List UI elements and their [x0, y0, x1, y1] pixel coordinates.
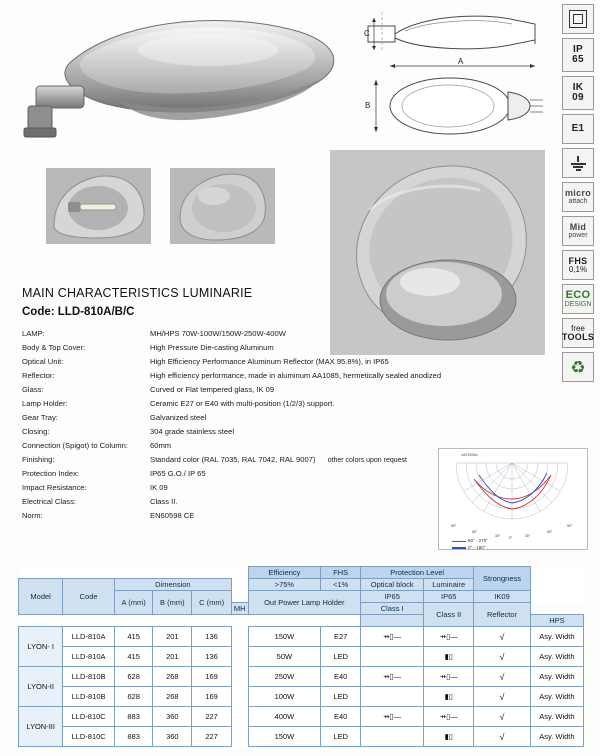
- legend-label: 0° - 180°: [468, 544, 486, 550]
- row-b: 360: [153, 707, 192, 727]
- spec-row: [22, 481, 452, 495]
- spacer-10: [321, 615, 361, 627]
- svg-text:90°: 90°: [451, 524, 457, 528]
- row-class2: √: [474, 707, 531, 727]
- spacer-5: [114, 615, 152, 627]
- photometric-polar-diagram: [438, 448, 588, 550]
- spacer: [231, 579, 248, 603]
- spec-value: High Pressure Die-casting Aluminum: [150, 343, 274, 352]
- header-fhs: FHS: [321, 567, 361, 579]
- certification-icon-rail: [562, 4, 596, 382]
- row-a: 883: [114, 707, 152, 727]
- table-header-row-1: [19, 567, 584, 579]
- svg-text:60°: 60°: [472, 530, 478, 534]
- legend-item: [452, 545, 488, 552]
- row-mh-icon: [361, 727, 424, 747]
- row-a: 415: [114, 627, 152, 647]
- spec-row: [22, 411, 452, 425]
- spec-key: Lamp Holder:: [22, 399, 68, 408]
- spec-row: [22, 439, 452, 453]
- row-mh-icon: ⇸▯—: [361, 707, 424, 727]
- row-group: LYON-II: [19, 667, 63, 707]
- spec-key: Connection (Spigot) to Column:: [22, 441, 128, 450]
- header-strongness: Strongness: [474, 567, 531, 591]
- page-title: MAIN CHARACTERISTICS LUMINARIE: [22, 286, 253, 300]
- row-power: 400W: [248, 707, 321, 727]
- spec-value: EN60598 CE: [150, 511, 195, 520]
- product-code: Code: LLD-810A/B/C: [22, 306, 135, 318]
- mid-value: power: [568, 232, 588, 240]
- spacer-9: [248, 615, 321, 627]
- row-reflector: Asy. Width: [530, 687, 583, 707]
- spec-key: LAMP:: [22, 329, 45, 338]
- spec-key: Electrical Class:: [22, 497, 77, 506]
- header-ik: IK09: [474, 591, 531, 603]
- ik-rating-icon: [562, 76, 594, 110]
- spec-key: Protection Index:: [22, 469, 79, 478]
- spacer-4: [63, 615, 115, 627]
- row-c: 169: [192, 687, 232, 707]
- row-reflector: Asy. Width: [530, 667, 583, 687]
- row-hps-icon: ⇸▯—: [424, 707, 474, 727]
- header-ip-optical: IP65: [361, 591, 424, 603]
- spacer-8: [231, 615, 248, 627]
- micro-value: attach: [568, 198, 588, 206]
- empty-corner-2: [530, 567, 583, 579]
- spec-value-finishing: [150, 453, 452, 467]
- spec-row: [22, 355, 452, 369]
- spec-key: Closing:: [22, 427, 50, 436]
- recyclable-icon: ♻: [562, 352, 594, 382]
- spec-value: High efficiency performance, made in aluminum AA1085, hermetically sealed anodized: [150, 371, 442, 380]
- spec-value: 304 grade stainless steel: [150, 427, 235, 436]
- row-code: LLD-810B: [63, 667, 115, 687]
- spec-value: High Efficiency Performance Aluminum Reflector (MAX 95.8%), in IP65: [150, 357, 389, 366]
- spec-key: Norm:: [22, 511, 43, 520]
- micro-label: micro: [564, 187, 591, 198]
- ik-value: 09: [572, 92, 584, 103]
- spec-value: Standard color (RAL 7035, RAL 7042, RAL 9007): [150, 455, 316, 464]
- row-hps-icon: ▮▯: [424, 727, 474, 747]
- header-protection-level: Protection Level: [361, 567, 474, 579]
- row-class2: √: [474, 687, 531, 707]
- row-power: 150W: [248, 627, 321, 647]
- row-class2: √: [474, 667, 531, 687]
- row-power: 150W: [248, 727, 321, 747]
- row-power: 250W: [248, 667, 321, 687]
- label-a: A: [458, 58, 464, 66]
- row-mh-icon: [361, 687, 424, 707]
- spec-row: [22, 453, 452, 467]
- header-c-mm: C (mm): [192, 591, 232, 615]
- header-b-mm: B (mm): [153, 591, 192, 615]
- row-reflector: Asy. Width: [530, 627, 583, 647]
- spec-value: IK 09: [150, 483, 168, 492]
- header-fhs-value: <1%: [321, 579, 361, 591]
- row-a: 883: [114, 727, 152, 747]
- row-b: 201: [153, 627, 192, 647]
- spec-key: Gear Tray:: [22, 413, 58, 422]
- spec-value: Galvanized steel: [150, 413, 207, 422]
- free-tools-icon: [562, 318, 594, 348]
- empty-corner: [19, 567, 249, 579]
- row-mh-icon: ⇸▯—: [361, 667, 424, 687]
- svg-text:cd/1000lm: cd/1000lm: [461, 453, 478, 457]
- spec-key: Reflector:: [22, 371, 55, 380]
- header-code: Code: [63, 579, 115, 615]
- svg-text:90°: 90°: [567, 524, 573, 528]
- row-mh-icon: [361, 647, 424, 667]
- ik-label: IK: [572, 81, 584, 93]
- spec-value: Ceramic E27 or E40 with multi-position (1/2/3) support.: [150, 399, 335, 408]
- spec-key: Impact Resistance:: [22, 483, 87, 492]
- row-holder: E40: [321, 667, 361, 687]
- header-dimension: Dimension: [114, 579, 231, 591]
- spec-row: [22, 341, 452, 355]
- label-b: B: [365, 101, 371, 110]
- specifications-table: [22, 327, 452, 523]
- eco-label: ECO: [565, 289, 591, 301]
- header-model: Model: [19, 579, 63, 615]
- row-mh-icon: ⇸▯—: [361, 627, 424, 647]
- row-hps-icon: ⇸▯—: [424, 667, 474, 687]
- row-hps-icon: ▮▯: [424, 647, 474, 667]
- spec-value: Class II.: [150, 497, 178, 506]
- row-a: 628: [114, 667, 152, 687]
- spec-row: [22, 425, 452, 439]
- row-power: 50W: [248, 647, 321, 667]
- header-ip-luminaire: IP65: [424, 591, 474, 603]
- spec-row: [22, 369, 452, 383]
- mid-power-icon: [562, 216, 594, 246]
- ip-label: IP: [572, 43, 584, 55]
- spec-value: MH/HPS 70W-100W/150W-250W-400W: [150, 329, 286, 338]
- row-reflector: Asy. Width: [530, 647, 583, 667]
- class-ii-double-square-icon: [562, 4, 594, 34]
- spec-note: other colors upon request: [327, 457, 407, 464]
- reflector-open-photo: [46, 168, 151, 244]
- ip-value: 65: [572, 54, 584, 65]
- table-row: [19, 667, 584, 687]
- header-hps: HPS: [530, 615, 583, 627]
- row-c: 136: [192, 647, 232, 667]
- svg-text:30°: 30°: [525, 534, 531, 538]
- header-eff-value: >75%: [248, 579, 321, 591]
- spacer-6: [153, 615, 192, 627]
- fhs-label: FHS: [568, 255, 588, 266]
- product-variants-table: [18, 566, 584, 747]
- row-c: 136: [192, 627, 232, 647]
- row-b: 268: [153, 687, 192, 707]
- row-code: LLD-810A: [63, 647, 115, 667]
- row-class2: √: [474, 727, 531, 747]
- row-c: 227: [192, 727, 232, 747]
- header-mh: MH: [231, 603, 248, 615]
- micro-attach-icon: [562, 182, 594, 212]
- reflector-closed-photo: [170, 168, 275, 244]
- spec-row: [22, 495, 452, 509]
- luminaire-open-photo: [330, 150, 545, 355]
- table-row: [19, 627, 584, 647]
- header-reflector: Reflector: [474, 603, 531, 627]
- spec-row: [22, 467, 452, 481]
- spacer-2: [530, 579, 583, 603]
- e1-mark-icon: [562, 114, 594, 144]
- svg-text:0°: 0°: [509, 536, 513, 540]
- row-b: 268: [153, 667, 192, 687]
- table-row: [19, 687, 584, 707]
- header-a-mm: A (mm): [114, 591, 152, 615]
- free-label: free: [571, 323, 585, 333]
- header-luminaire: Luminaire: [424, 579, 474, 591]
- row-code: LLD-810C: [63, 727, 115, 747]
- ip-rating-icon: [562, 38, 594, 72]
- header-class-i: Class I: [361, 603, 424, 615]
- header-class-ii: Class II: [424, 603, 474, 627]
- spec-key: Finishing:: [22, 455, 55, 464]
- fhs-icon: [562, 250, 594, 280]
- spec-row: [22, 383, 452, 397]
- tools-value: TOOLS: [561, 331, 595, 342]
- row-holder: E40: [321, 707, 361, 727]
- legend-label: 90° - 270°: [468, 538, 489, 543]
- header-optical-block: Optical block: [361, 579, 424, 591]
- header-mh-blank: [361, 615, 424, 627]
- spec-row: [22, 509, 452, 523]
- table-row: [19, 707, 584, 727]
- spec-row: [22, 327, 452, 341]
- luminaire-main-photo: [18, 8, 348, 148]
- row-holder: E27: [321, 627, 361, 647]
- row-code: LLD-810A: [63, 627, 115, 647]
- spacer-3: [19, 615, 63, 627]
- svg-text:60°: 60°: [547, 530, 553, 534]
- row-holder: LED: [321, 727, 361, 747]
- row-c: 227: [192, 707, 232, 727]
- row-a: 628: [114, 687, 152, 707]
- row-holder: LED: [321, 687, 361, 707]
- polar-legend: [452, 538, 488, 552]
- spec-value: IP65 G.O./ IP 65: [150, 469, 206, 478]
- mid-label: Mid: [569, 221, 587, 232]
- label-c: C: [364, 29, 370, 38]
- spec-row: [22, 397, 452, 411]
- table-row: [19, 647, 584, 667]
- table-row: [19, 727, 584, 747]
- fhs-value: 0,1%: [568, 264, 588, 274]
- row-group: LYON- I: [19, 627, 63, 667]
- header-efficiency: Efficiency: [248, 567, 321, 579]
- row-hps-icon: ▮▯: [424, 687, 474, 707]
- row-code: LLD-810C: [63, 707, 115, 727]
- row-a: 415: [114, 647, 152, 667]
- row-code: LLD-810B: [63, 687, 115, 707]
- eco-design-icon: [562, 284, 594, 314]
- svg-text:30°: 30°: [495, 534, 501, 538]
- earth-symbol-icon: [562, 148, 594, 178]
- row-group: LYON-III: [19, 707, 63, 747]
- header-out-power: Out Power Lamp Holder: [248, 591, 361, 615]
- row-reflector: Asy. Width: [530, 727, 583, 747]
- e1-label: E1: [571, 122, 585, 134]
- row-b: 360: [153, 727, 192, 747]
- row-hps-icon: ⇸▯—: [424, 627, 474, 647]
- top-view-drawing: [360, 58, 545, 148]
- spacer-7: [192, 615, 232, 627]
- row-c: 169: [192, 667, 232, 687]
- row-power: 100W: [248, 687, 321, 707]
- spec-key: Glass:: [22, 385, 44, 394]
- legend-item: [452, 538, 488, 545]
- side-view-drawing: [360, 4, 545, 64]
- eco-value: DESIGN: [564, 301, 592, 308]
- spec-key: Optical Unit:: [22, 357, 64, 366]
- row-holder: LED: [321, 647, 361, 667]
- row-class2: √: [474, 647, 531, 667]
- row-reflector: Asy. Width: [530, 707, 583, 727]
- row-class2: √: [474, 627, 531, 647]
- spec-key: Body & Top Cover:: [22, 343, 86, 352]
- spec-value: Curved or Flat tempered glass, IK 09: [150, 385, 275, 394]
- row-b: 201: [153, 647, 192, 667]
- spec-value: 60mm: [150, 441, 172, 450]
